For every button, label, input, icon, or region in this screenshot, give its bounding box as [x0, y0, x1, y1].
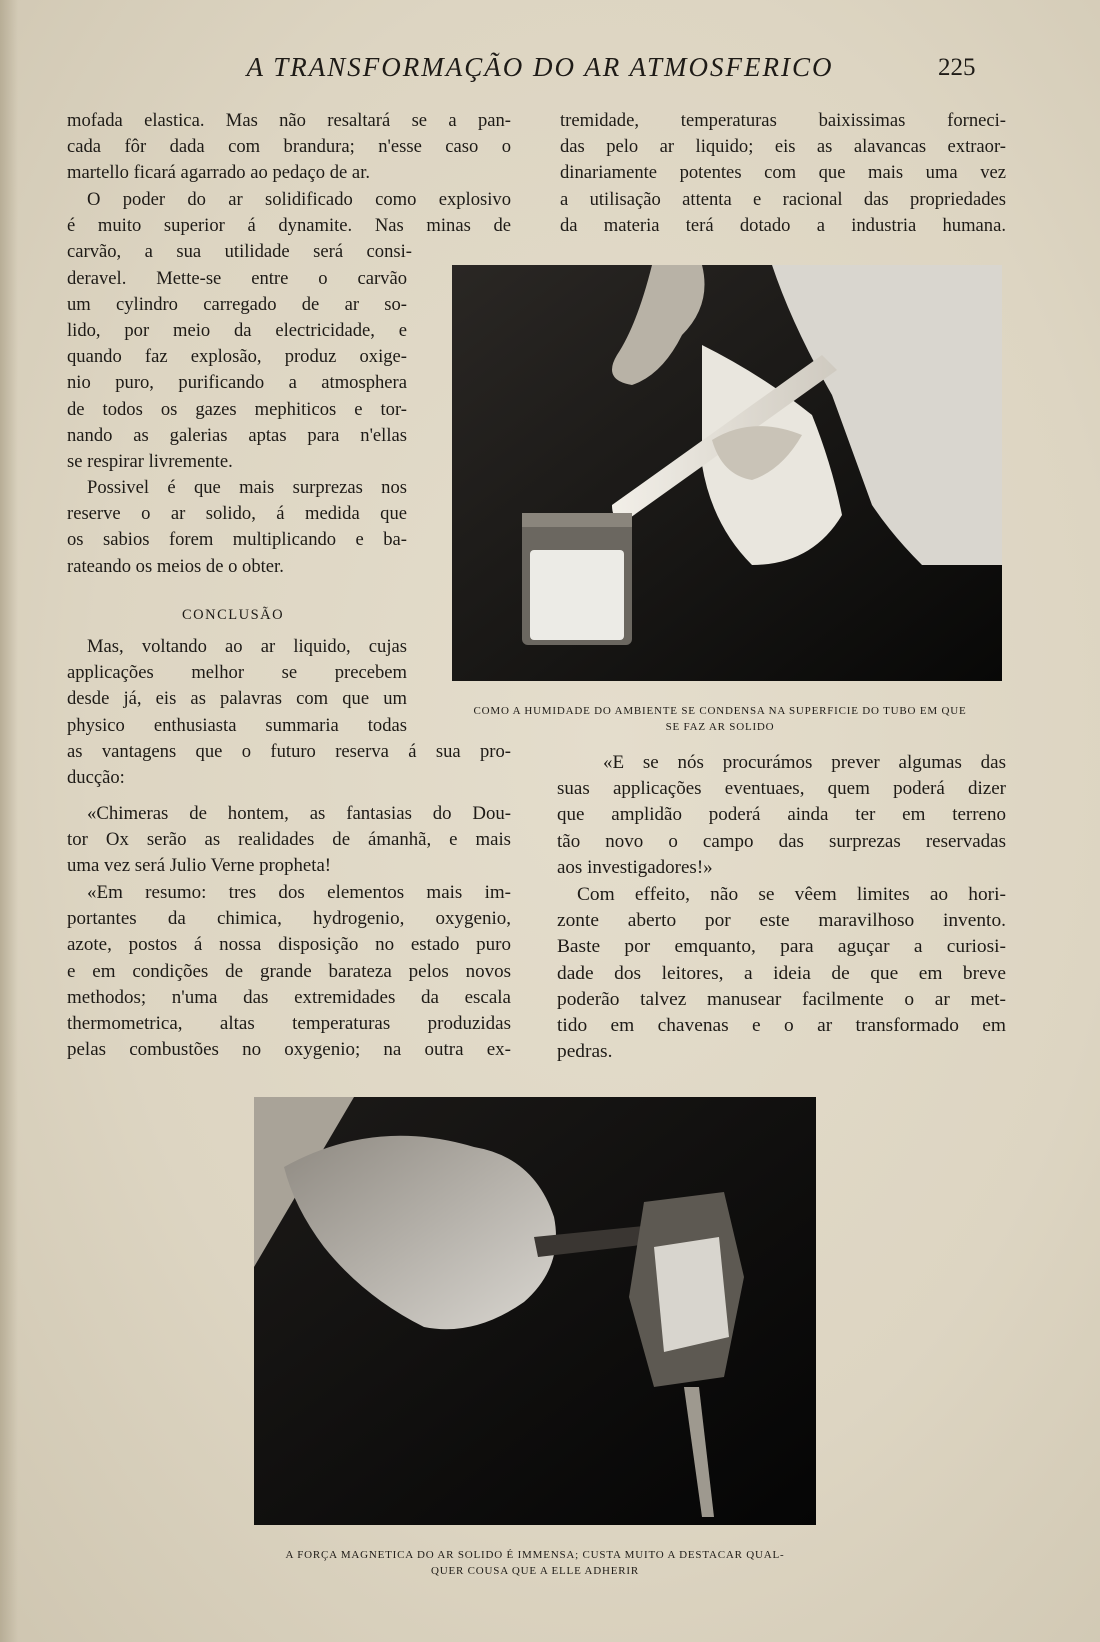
text-line: thermometrica, altas temperaturas produzidas	[67, 1013, 511, 1035]
text-line: nio puro, purificando a atmosphera	[67, 372, 407, 394]
text-line: desde já, eis as palavras com que um	[67, 688, 407, 710]
text-line: tido em chavenas e o ar transformado em	[557, 1015, 1006, 1037]
text-line: O poder do ar solidificado como explosivo	[87, 189, 511, 210]
running-header: A TRANSFORMAÇÃO DO AR ATMOSFERICO	[246, 52, 834, 82]
text-line: applicações melhor se precebem	[67, 662, 407, 684]
caption-line: COMO A HUMIDADE DO AMBIENTE SE CONDENSA NA SUPERFICIE DO TUBO EM QUE	[473, 705, 967, 717]
page-spine-shadow	[0, 0, 18, 1642]
text-line: as vantagens que o futuro reserva á sua pro-	[67, 740, 511, 762]
photo-illustration	[452, 265, 1002, 681]
text-line: nando as galerias aptas para n'ellas	[67, 424, 407, 446]
left-paragraph-3	[67, 475, 407, 580]
left-paragraph-2	[67, 187, 511, 475]
text-line: «Chimeras de hontem, as fantasias do Dou-	[87, 803, 511, 824]
right-paragraph-1	[560, 108, 1006, 239]
text-line: lido, por meio da electricidade, e	[67, 320, 407, 342]
text-line: tremidade, temperaturas baixissimas forneci-	[560, 110, 1006, 131]
text-line: da materia terá dotado a industria humana.	[560, 214, 1006, 236]
left-paragraph-5	[67, 801, 511, 880]
text-line: carvão, a sua utilidade será consi-	[67, 241, 412, 263]
text-line: quando faz explosão, produz oxige-	[67, 346, 407, 368]
text-line: dinariamente potentes com que mais uma vez	[560, 162, 1006, 184]
text-line: methodos; n'uma das extremidades da escala	[67, 986, 511, 1008]
text-line: rateando os meios de o obter.	[67, 555, 284, 577]
text-line: tor Ox serão as realidades de ámanhã, e mais	[67, 829, 511, 851]
caption-line: QUER COUSA QUE A ELLE ADHERIR	[430, 1565, 640, 1577]
text-line: cada fôr dada com brandura; n'esse caso o	[67, 136, 511, 158]
text-line: suas applicações eventuaes, quem poderá dizer	[557, 778, 1006, 800]
right-paragraph-2	[557, 750, 1006, 881]
text-line: de todos os gazes mephiticos e tor-	[67, 398, 407, 420]
text-line: Possivel é que mais surprezas nos	[87, 477, 407, 498]
text-line: Baste por emquanto, para aguçar a curiosi-	[557, 936, 1006, 958]
text-line: reserve o ar solido, á medida que	[67, 503, 407, 525]
text-line: a utilisação attenta e racional das propriedades	[560, 188, 1006, 210]
caption-line: SE FAZ AR SOLIDO	[665, 721, 775, 733]
text-line: azote, postos á nossa disposição no estado puro	[67, 934, 511, 956]
text-line: physico enthusiasta summaria todas	[67, 714, 407, 736]
text-line: mofada elastica. Mas não resaltará se a pan-	[67, 110, 511, 131]
section-heading: CONCLUSÃO	[182, 607, 285, 623]
right-paragraph-3	[557, 882, 1006, 1065]
text-line: poderão talvez manusear facilmente o ar met-	[557, 988, 1006, 1010]
text-line: que amplidão poderá ainda ter em terreno	[557, 804, 1006, 826]
left-paragraph-6	[67, 880, 511, 1063]
text-line: é muito superior á dynamite. Nas minas de	[67, 215, 511, 237]
figure-caption-1	[430, 703, 1010, 735]
text-line: Mas, voltando ao ar liquido, cujas	[87, 636, 407, 657]
text-line: zonte aberto por este maravilhoso invento.	[557, 910, 1006, 932]
text-line: um cylindro carregado de ar so-	[67, 293, 407, 315]
text-line: e em condições de grande barateza pelos novos	[67, 960, 511, 982]
text-line: ducção:	[67, 767, 125, 789]
caption-line: A FORÇA MAGNETICA DO AR SOLIDO É IMMENSA; CUSTA MUITO A DESTACAR QUAL-	[285, 1549, 785, 1561]
left-paragraph-1	[67, 108, 511, 187]
text-line: uma vez será Julio Verne propheta!	[67, 855, 332, 877]
text-line: portantes da chimica, hydrogenio, oxygenio,	[67, 908, 511, 930]
photo-solid-air-tube	[452, 265, 1002, 681]
text-line: martello ficará agarrado ao pedaço de ar.	[67, 162, 371, 184]
figure-caption-2	[240, 1547, 830, 1579]
text-line: «E se nós procurámos prever algumas das	[603, 752, 1006, 773]
text-line: aos investigadores!»	[557, 856, 713, 878]
text-line: pelas combustões no oxygenio; na outra ex-	[67, 1039, 511, 1061]
page-number: 225	[938, 54, 976, 81]
text-line: dade dos leitores, a ideia de que em breve	[557, 962, 1006, 984]
text-line: das pelo ar liquido; eis as alavancas extraor-	[560, 136, 1006, 158]
photo-illustration	[254, 1097, 816, 1525]
text-line: «Em resumo: tres dos elementos mais im-	[87, 882, 511, 903]
text-line: se respirar livremente.	[67, 451, 233, 473]
text-line: deravel. Mette-se entre o carvão	[67, 267, 407, 289]
text-line: Com effeito, não se vêem limites ao hori-	[577, 884, 1006, 905]
text-line: tão novo o campo das surprezas reservadas	[557, 830, 1006, 852]
photo-solid-air-magnet	[254, 1097, 816, 1525]
text-line: os sabios forem multiplicando e ba-	[67, 529, 407, 551]
text-line: pedras.	[557, 1041, 613, 1063]
